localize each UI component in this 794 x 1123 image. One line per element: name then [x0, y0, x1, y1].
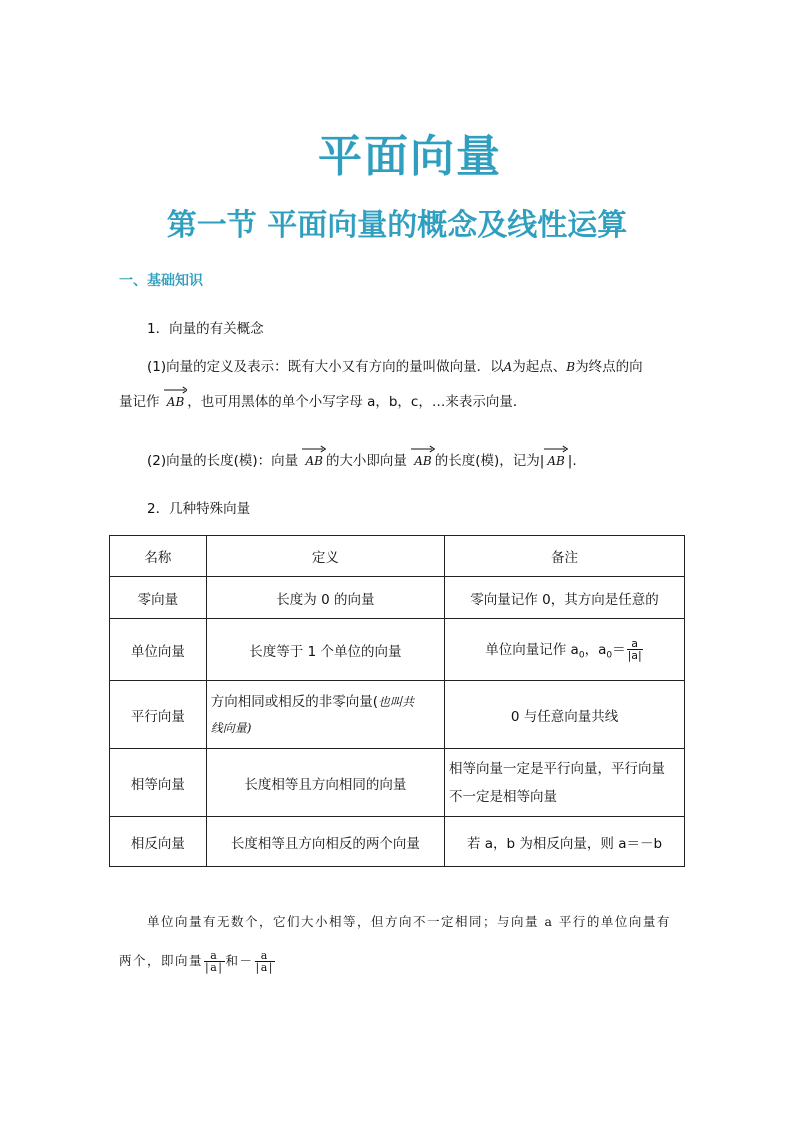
vector-ab-symbol: AB — [411, 454, 434, 468]
fraction-a-over-abs-a: $\frac{a}{|a|}$ — [205, 949, 224, 974]
page-title: 平面向量 — [318, 131, 502, 182]
table-row — [110, 577, 685, 619]
table-cell: 相反向量 — [110, 817, 207, 867]
table-cell: 长度相等且方向相同的向量 — [206, 749, 444, 817]
table-cell: 零向量 — [110, 577, 207, 619]
table-row — [110, 817, 685, 867]
para1-end: 为终点的向 — [575, 359, 643, 375]
para2 — [147, 449, 577, 469]
table-cell: 0 与任意向量共线 — [445, 681, 685, 749]
table-cell: 单位向量 — [110, 619, 207, 681]
table-cell: 相等向量一定是平行向量，平行向量 不一定是相等向量 — [445, 749, 685, 817]
point-b: B — [566, 360, 576, 374]
table-cell: 长度为 0 的向量 — [206, 577, 444, 619]
table-cell: 若 a，b 为相反向量，则 a＝－b — [445, 817, 685, 867]
para1-mid: 为起点、 — [512, 359, 567, 375]
table-cell: 单位向量记作 $a_0$，$a_0=$ $\frac{a}{|a|}$ — [445, 619, 685, 681]
fraction-a-over-abs-a: $\frac{a}{|a|}$ — [255, 949, 274, 974]
vector-ab-symbol: AB — [302, 454, 325, 468]
para1-line2 — [119, 390, 526, 410]
para1-line1 — [147, 355, 643, 375]
table-cell: 长度等于 1 个单位的向量 — [206, 619, 444, 681]
para2-c: 的长度(模)，记为| — [434, 453, 545, 469]
item1-heading: 1．向量的有关概念 — [147, 321, 264, 337]
table-header-row — [110, 536, 685, 577]
table-row — [110, 681, 685, 749]
table-header: 名称 — [110, 536, 207, 577]
table-row — [110, 619, 685, 681]
para2-d: |. — [567, 453, 577, 469]
para1-line2-a: 量记作 — [119, 394, 160, 410]
para2-a: (2)向量的长度(模)：向量 — [147, 453, 299, 469]
point-a: A — [503, 360, 513, 374]
para1-text: (1)向量的定义及表示：既有大小又有方向的量叫做向量．以 — [147, 359, 504, 375]
section-heading-basics: 一、基础知识 — [119, 273, 203, 289]
para2-b: 的大小即向量 — [325, 453, 407, 469]
table-cell: 相等向量 — [110, 749, 207, 817]
table-cell: 方向相同或相反的非零向量(也叫共 线向量) — [206, 681, 444, 749]
table-cell: 长度相等且方向相反的两个向量 — [206, 817, 444, 867]
fraction-a-over-abs-a: $\frac{a}{|a|}$ — [627, 637, 642, 663]
vector-ab-symbol: AB — [164, 395, 187, 409]
item2-heading: 2．几种特殊向量 — [147, 501, 251, 517]
table-header: 备注 — [445, 536, 685, 577]
para1-line2-b: ，也可用黑体的单个小写字母 a，b，c，…来表示向量． — [187, 394, 527, 410]
table-cell: 平行向量 — [110, 681, 207, 749]
footnote-line2: 两个，即向量 $\frac{a}{|a|}$ 和－ $\frac{a}{|a|}$ — [119, 949, 274, 974]
special-vectors-table — [109, 535, 685, 867]
footnote-line1: 单位向量有无数个，它们大小相等，但方向不一定相同；与向量 a 平行的单位向量有 — [147, 914, 671, 929]
vector-ab-symbol: AB — [544, 454, 567, 468]
table-row — [110, 749, 685, 817]
table-header: 定义 — [206, 536, 444, 577]
table-cell: 零向量记作 0，其方向是任意的 — [445, 577, 685, 619]
section-title: 第一节 平面向量的概念及线性运算 — [166, 208, 628, 243]
